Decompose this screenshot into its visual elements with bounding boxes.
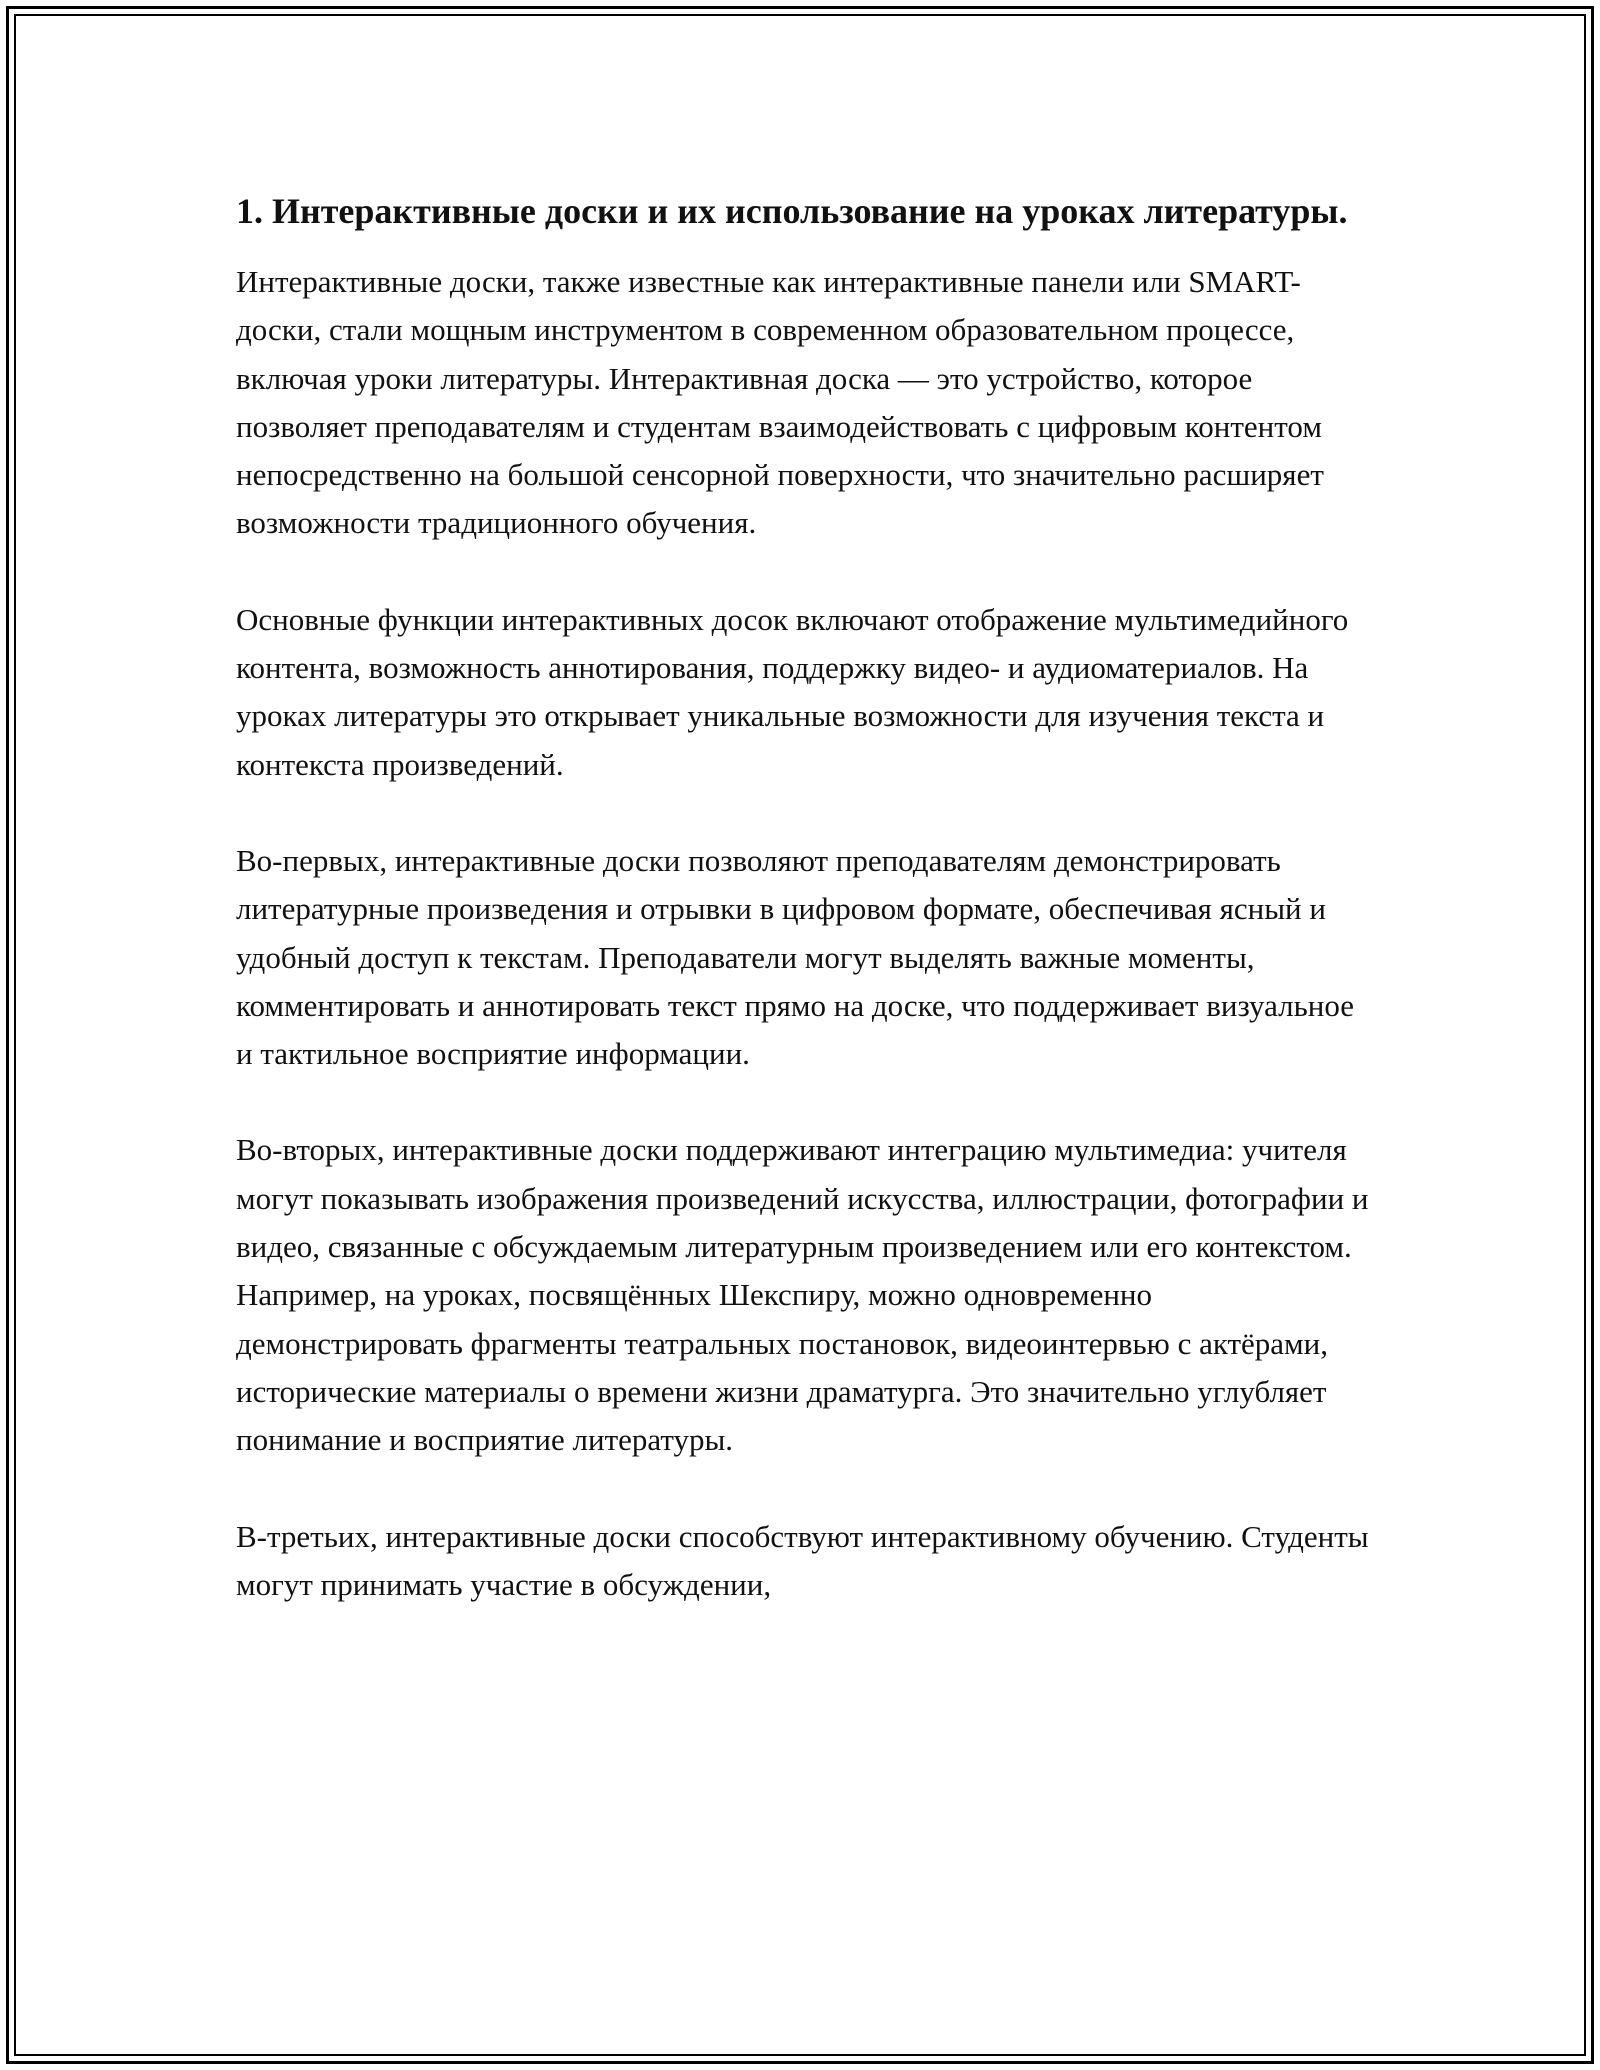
- paragraph-first: Во-первых, интерактивные доски позволяют преподавателям демонстрировать литературные произведения и отрывки в цифровом формате, обеспечивая ясный и удобный доступ к текстам. Преподаватели могут выделять важные моменты, комментировать и аннотировать текст прямо на доске, что поддерживает визуальное и тактильное восприятие информации.: [236, 842, 1354, 1072]
- paragraph-functions: Основные функции интерактивных досок включают отображение мультимедийного контента, возможность аннотирования, поддержку видео- и аудиоматериалов. На уроках литературы это открывает уникальные возможности для изучения текста и контекста произведений.: [236, 601, 1349, 782]
- paragraph-third: В-третьих, интерактивные доски способствуют интерактивному обучению. Студенты могут принимать участие в обсуждении,: [236, 1518, 1369, 1602]
- paragraph-second: Во-вторых, интерактивные доски поддерживают интеграцию мультимедиа: учителя могут показывать изображения произведений искусства, иллюстрации, фотографии и видео, связанные с обсуждаемым литературным произведением или его контекстом. Например, на уроках, посвящённых Шекспиру, можно одновременно демонстрировать фрагменты театральных постановок, видеоинтервью с актёрами, исторические материалы о времени жизни драматурга. Это значительно углубляет понимание и восприятие литературы.: [236, 1132, 1369, 1458]
- paragraph-intro: Интерактивные доски, также известные как интерактивные панели или SMART-доски, стали мощным инструментом в современном образовательном процессе, включая уроки литературы. Интерактивная доска — это устройство, которое позволяет преподавателям и студентам взаимодействовать с цифровым контентом непосредственно на большой сенсорной поверхности, что значительно расширяет возможности традиционного обучения.: [236, 264, 1324, 541]
- section-heading: 1. Интерактивные доски и их использование на уроках литературы.: [236, 191, 1348, 231]
- document-body: [236, 186, 1376, 1657]
